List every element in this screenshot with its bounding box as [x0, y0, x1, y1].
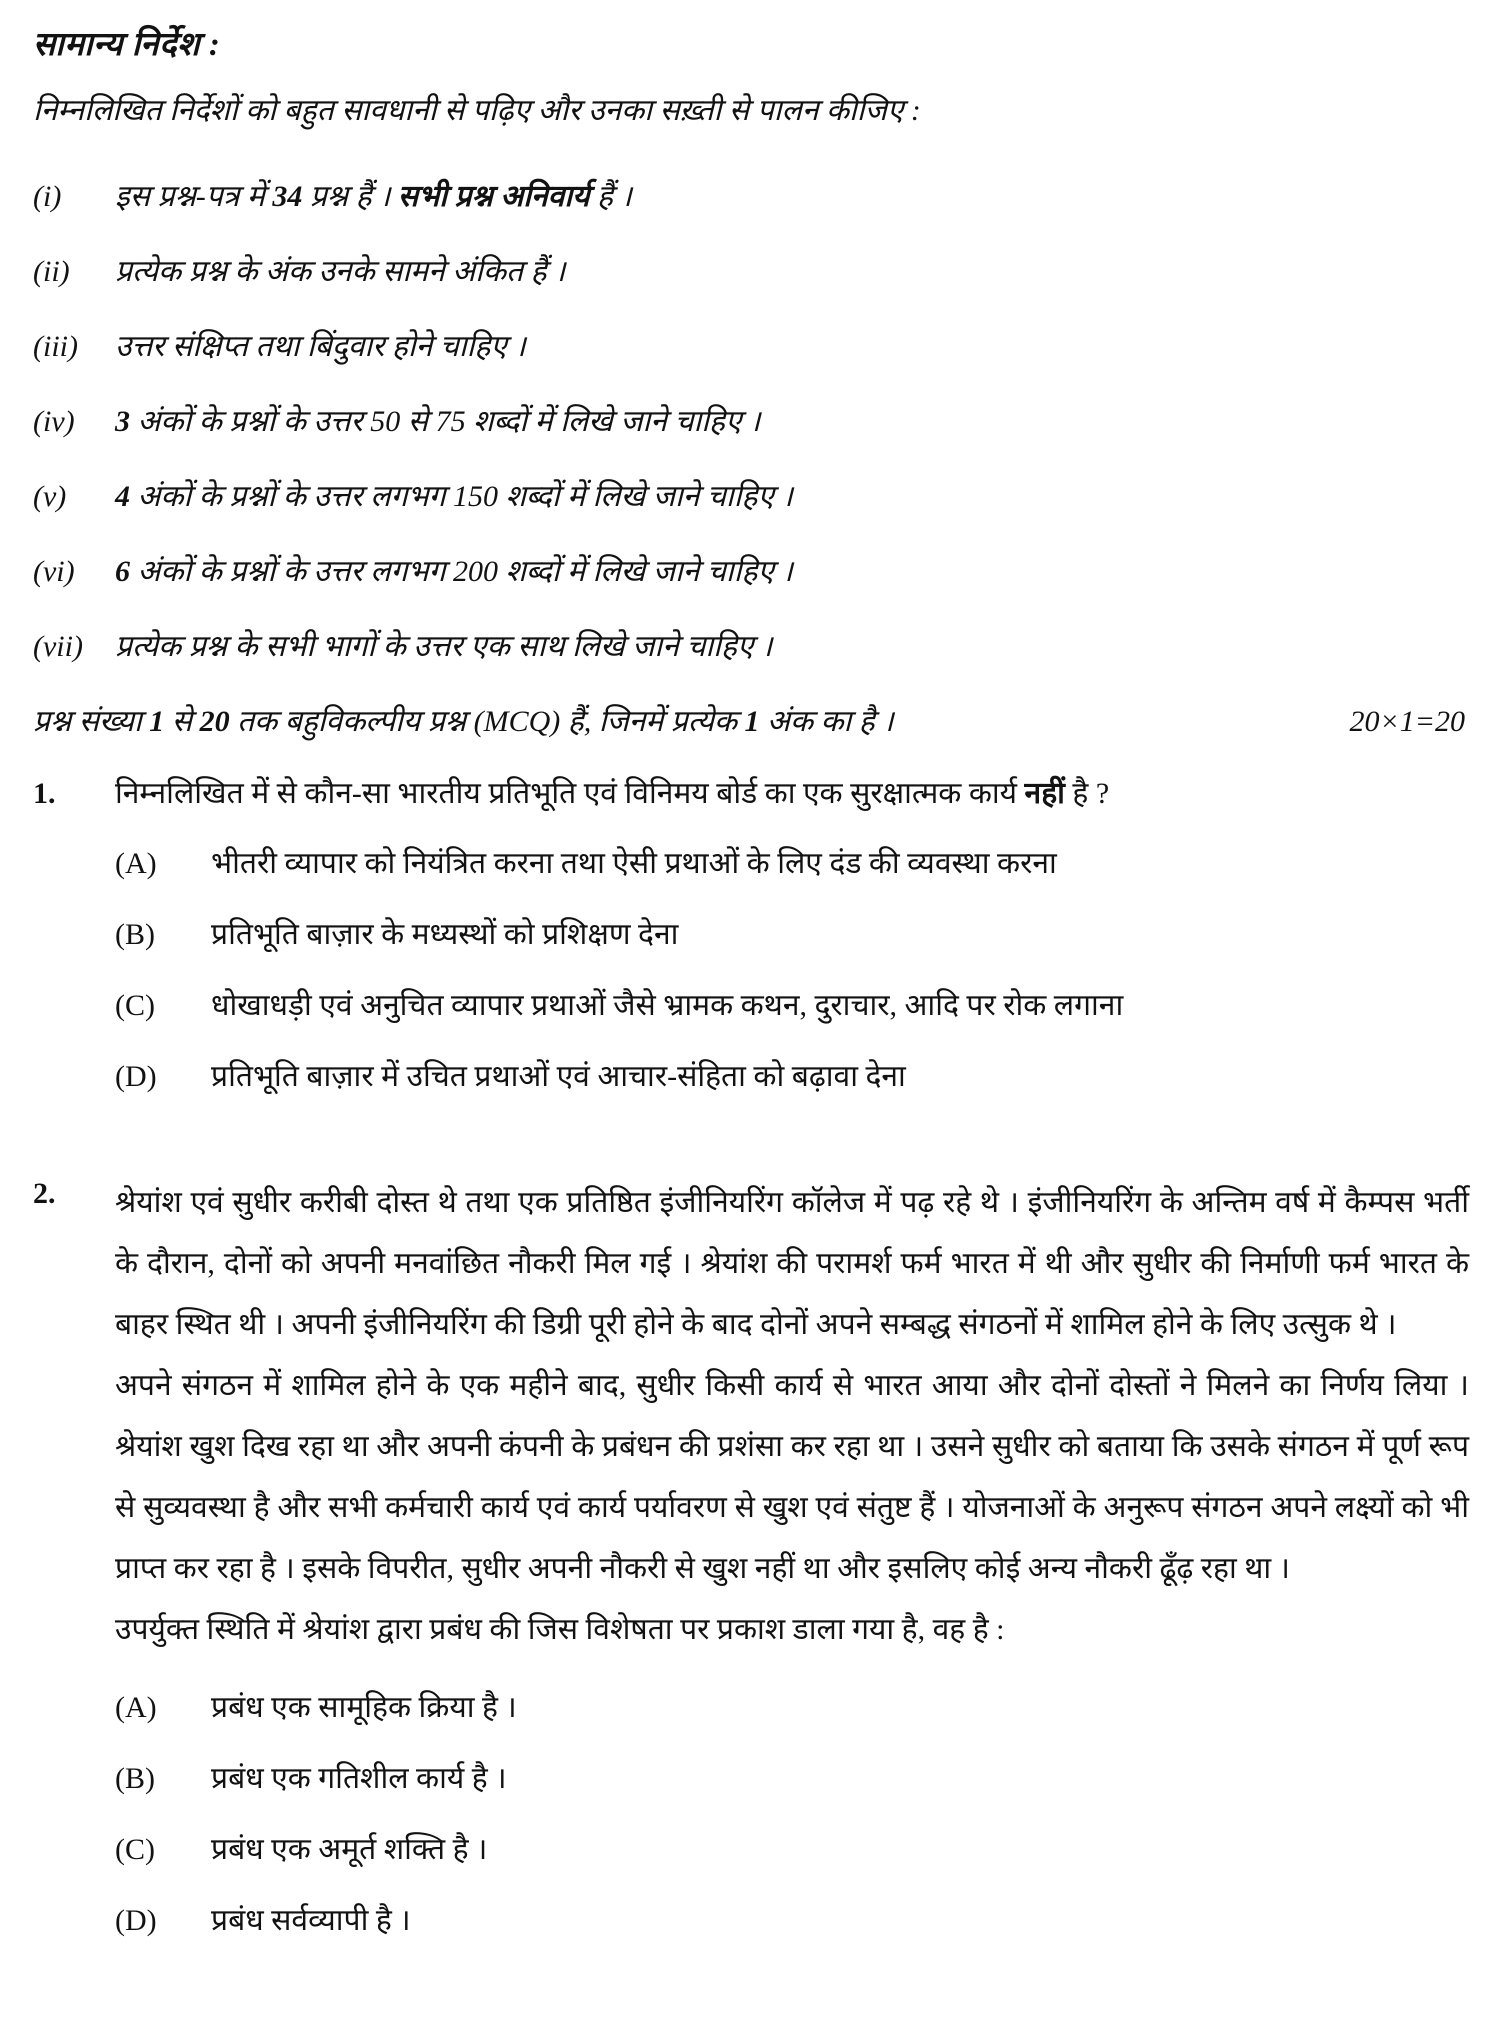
- option-label: (B): [115, 918, 155, 951]
- question-1-option-d: [115, 1055, 1469, 1099]
- instruction-number: (ii): [33, 255, 70, 288]
- option-text: प्रतिभूति बाज़ार में उचित प्रथाओं एवं आचार-संहिता को बढ़ावा देना: [211, 1060, 906, 1093]
- option-text: प्रबंध सर्वव्यापी है ।: [211, 1904, 411, 1937]
- question-1-option-b: [115, 913, 1469, 957]
- question-1-stem: निम्नलिखित में से कौन-सा भारतीय प्रतिभूति एवं विनिमय बोर्ड का एक सुरक्षात्मक कार्य नहीं है ?: [115, 777, 1110, 810]
- question-2-option-d: [115, 1899, 1469, 1943]
- option-text: प्रबंध एक अमूर्त शक्ति है ।: [211, 1833, 488, 1866]
- instruction-item-vi: [33, 550, 1469, 594]
- instruction-number: (vi): [33, 555, 75, 588]
- option-text: धोखाधड़ी एवं अनुचित व्यापार प्रथाओं जैसे भ्रामक कथन, दुराचार, आदि पर रोक लगाना: [211, 989, 1124, 1022]
- instruction-item-vii: [33, 625, 1469, 669]
- instruction-text: प्रत्येक प्रश्न के सभी भागों के उत्तर एक साथ लिखे जाने चाहिए ।: [115, 630, 773, 663]
- instruction-text: 6 अंकों के प्रश्नों के उत्तर लगभग 200 शब्दों में लिखे जाने चाहिए ।: [115, 555, 793, 588]
- instruction-item-v: [33, 475, 1469, 519]
- instruction-number: (vii): [33, 630, 83, 663]
- question-2-option-c: [115, 1828, 1469, 1872]
- option-text: प्रबंध एक सामूहिक क्रिया है ।: [211, 1691, 517, 1724]
- instructions-intro: निम्नलिखित निर्देशों को बहुत सावधानी से पढ़िए और उनका सख़्ती से पालन कीजिए :: [33, 94, 921, 127]
- option-text: भीतरी व्यापार को नियंत्रित करना तथा ऐसी प्रथाओं के लिए दंड की व्यवस्था करना: [211, 847, 1057, 880]
- option-label: (C): [115, 989, 155, 1022]
- option-label: (D): [115, 1904, 157, 1937]
- instruction-text: उत्तर संक्षिप्त तथा बिंदुवार होने चाहिए ।: [115, 330, 526, 363]
- instruction-item-ii: [33, 250, 1469, 294]
- mcq-note-text: प्रश्न संख्या 1 से 20 तक बहुविकल्पीय प्रश्न (MCQ) हैं, जिनमें प्रत्येक 1 अंक का है ।: [33, 705, 894, 738]
- option-label: (C): [115, 1833, 155, 1866]
- option-label: (A): [115, 1691, 157, 1724]
- instruction-number: (iv): [33, 405, 75, 438]
- mcq-section-note: [33, 700, 1469, 744]
- question-1: [33, 772, 1469, 1126]
- instruction-item-i: [33, 175, 1469, 219]
- general-instructions-heading: सामान्य निर्देश :: [33, 27, 221, 63]
- option-text: प्रबंध एक गतिशील कार्य है ।: [211, 1762, 507, 1795]
- question-1-option-c: [115, 984, 1469, 1028]
- option-label: (B): [115, 1762, 155, 1795]
- marks-scheme: 20×1=20: [1349, 705, 1465, 738]
- question-2-option-b: [115, 1757, 1469, 1801]
- instruction-text: इस प्रश्न-पत्र में 34 प्रश्न हैं । सभी प्रश्न अनिवार्य हैं ।: [115, 180, 632, 213]
- instruction-item-iv: [33, 400, 1469, 444]
- question-2-option-a: [115, 1686, 1469, 1730]
- instructions-list: [33, 175, 1469, 669]
- question-2-number: 2.: [33, 1177, 56, 1210]
- option-label: (A): [115, 847, 157, 880]
- instruction-item-iii: [33, 325, 1469, 369]
- instruction-text: प्रत्येक प्रश्न के अंक उनके सामने अंकित हैं ।: [115, 255, 566, 288]
- instruction-text: 4 अंकों के प्रश्नों के उत्तर लगभग 150 शब्दों में लिखे जाने चाहिए ।: [115, 480, 793, 513]
- instruction-number: (iii): [33, 330, 78, 363]
- question-2: [33, 1172, 1469, 1970]
- question-2-paragraph-3: उपर्युक्त स्थिति में श्रेयांश द्वारा प्रबंध की जिस विशेषता पर प्रकाश डाला गया है, वह है :: [115, 1613, 1005, 1646]
- option-label: (D): [115, 1060, 157, 1093]
- option-text: प्रतिभूति बाज़ार के मध्यस्थों को प्रशिक्षण देना: [211, 918, 679, 951]
- instruction-number: (i): [33, 180, 62, 213]
- question-2-paragraph-1: श्रेयांश एवं सुधीर करीबी दोस्त थे तथा एक प्रतिष्ठित इंजीनियरिंग कॉलेज में पढ़ रहे थे । इंजीनियरिंग के अन्तिम वर्ष में कैम्पस भर्ती के दौरान, दोनों को अपनी मनवांछित नौकरी मिल गई । श्रेयांश की परामर्श फर्म भारत में थी और सुधीर की निर्माणी फर्म भारत के बाहर स्थित थी । अपनी इंजीनियरिंग की डिग्री पूरी होने के बाद दोनों अपने सम्बद्ध संगठनों में शामिल होने के लिए उत्सुक थे ।: [115, 1186, 1469, 1341]
- question-2-paragraph-2: अपने संगठन में शामिल होने के एक महीने बाद, सुधीर किसी कार्य से भारत आया और दोनों दोस्तों ने मिलने का निर्णय लिया । श्रेयांश खुश दिख रहा था और अपनी कंपनी के प्रबंधन की प्रशंसा कर रहा था । उसने सुधीर को बताया कि उसके संगठन में पूर्ण रूप से सुव्यवस्था है और सभी कर्मचारी कार्य एवं कार्य पर्यावरण से खुश एवं संतुष्ट हैं । योजनाओं के अनुरूप संगठन अपने लक्ष्यों को भी प्राप्त कर रहा है । इसके विपरीत, सुधीर अपनी नौकरी से खुश नहीं था और इसलिए कोई अन्य नौकरी ढूँढ़ रहा था ।: [115, 1369, 1469, 1585]
- question-1-number: 1.: [33, 777, 56, 810]
- question-1-option-a: [115, 842, 1469, 886]
- question-2-options: [115, 1686, 1469, 1943]
- instruction-number: (v): [33, 480, 67, 513]
- instruction-text: 3 अंकों के प्रश्नों के उत्तर 50 से 75 शब्दों में लिखे जाने चाहिए ।: [115, 405, 761, 438]
- question-1-options: [115, 842, 1469, 1099]
